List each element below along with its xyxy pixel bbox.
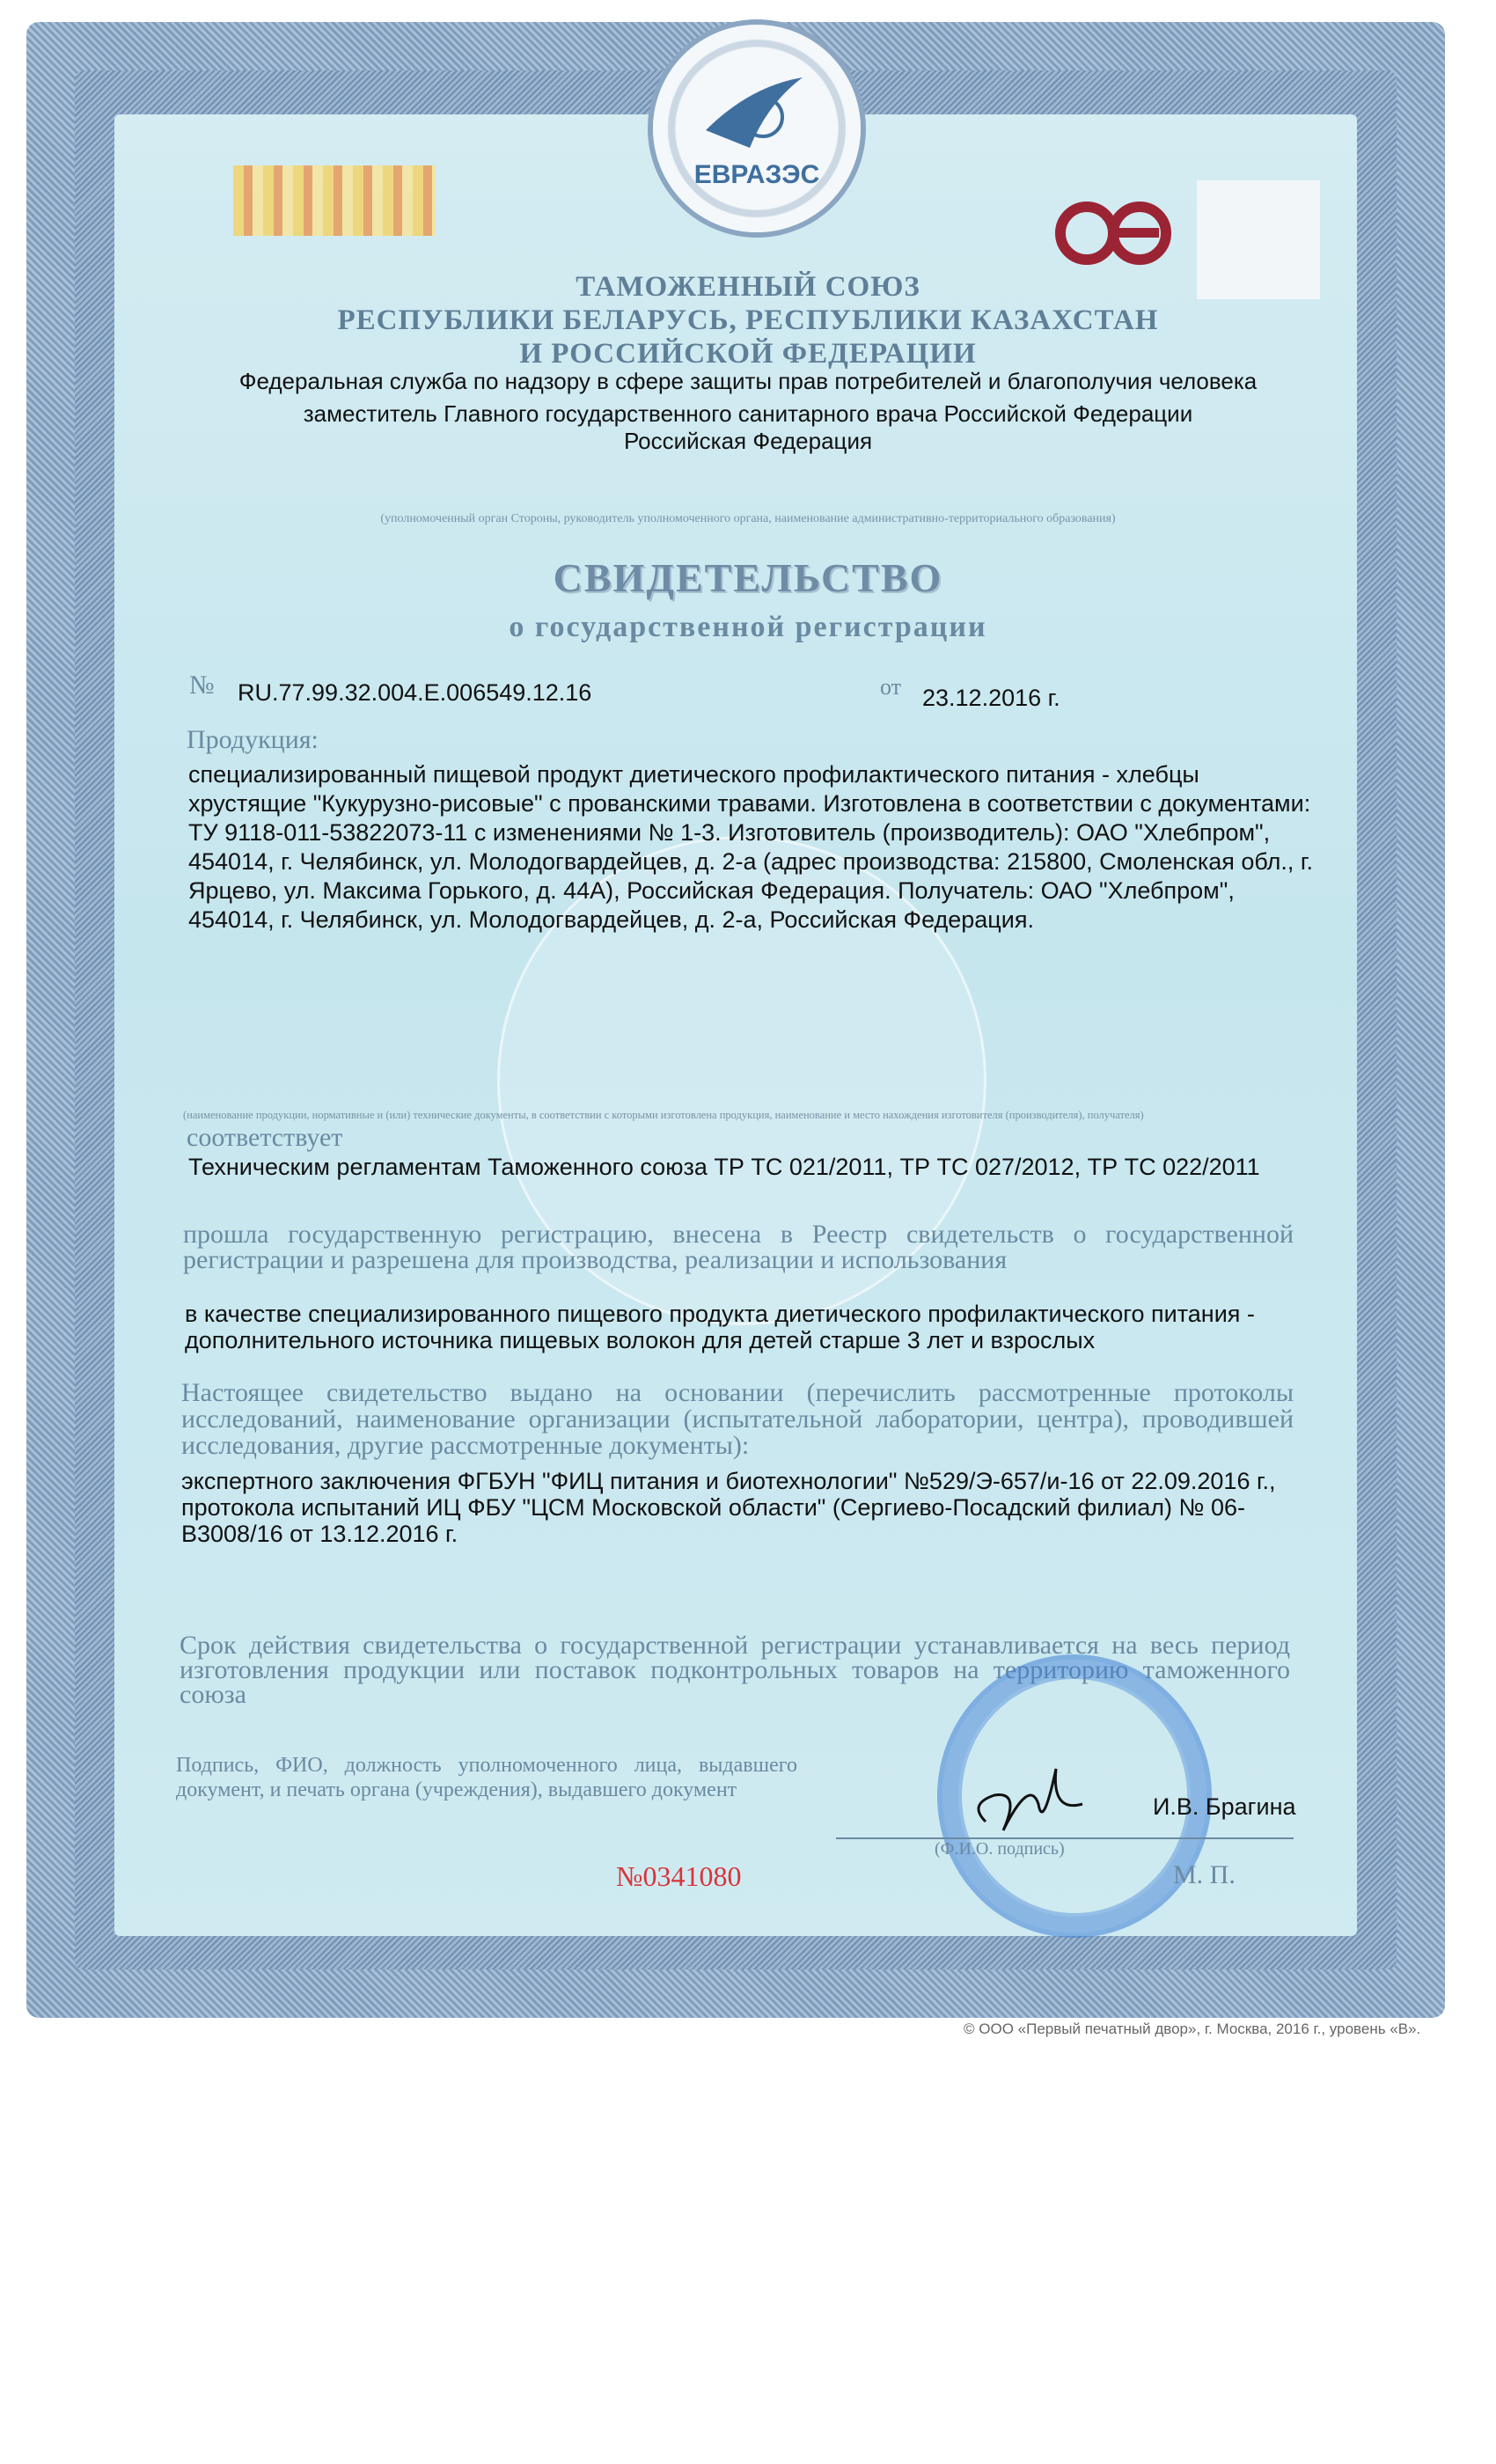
certificate-title: СВИДЕТЕЛЬСТВО [553,555,943,600]
header-line-1: ТАМОЖЕННЫЙ СОЮЗ [576,271,920,303]
serial-number: №0341080 [616,1860,742,1892]
stamp-place-label: М. П. [1173,1860,1236,1889]
conformity-mark-icon [1052,198,1179,273]
authority-line-2: заместитель Главного государственного санитарного врача Российской Федерации [303,400,1193,427]
product-caption: (наименование продукции, нормативные и (или) технические документы, в соответствии с которыми изготовлена продукция, наименование и место нахождения изготовителя (производителя), получателя) [183,1109,1144,1121]
conformity-label: соответствует [187,1123,343,1152]
svg-text:ЕВРАЗЭС: ЕВРАЗЭС [693,160,820,189]
signature-label: Подпись, ФИО, должность уполномоченного лица, выдавшего документ, и печать органа (учреждения), выдавшего документ [176,1754,797,1801]
authority-line-1: Федеральная служба по надзору в сфере защиты прав потребителей и благополучия человека [238,368,1258,394]
signature-line [836,1837,1294,1839]
header-line-2: РЕСПУБЛИКИ БЕЛАРУСЬ, РЕСПУБЛИКИ КАЗАХСТАН [337,304,1159,336]
header-line-3: И РОССИЙСКОЙ ФЕДЕРАЦИИ [519,338,977,370]
printer-footer: © ООО «Первый печатный двор», г. Москва, 2016 г., уровень «В». [964,2020,1421,2037]
date-label: от [880,674,902,700]
validity-text: Срок действия свидетельства о государственной регистрации устанавливается на весь период изготовления продукции или поставок подконтрольных товаров на территорию таможенного союза [180,1631,1290,1709]
product-text: специализированный пищевой продукт диетического профилактического питания - хлебцы хрустящие "Кукурузно-рисовые" с прованскими травами. Изготовлена в соответствии с документами: ТУ 9118-011-53822073-11 с изменениями № 1-3. Изготовитель (производитель): ОАО "Хлебпром", 454014, г. Челябинск, ул. Молодогвардейцев, д. 2-а (адрес производства: 215800, Смоленская обл., г. Ярцево, ул. Максима Горького, д. 44А), Российская Федерация. Получатель: ОАО "Хлебпром", 454014, г. Челябинск, ул. Молодогвардейцев, д. 2-а, Российская Федерация. [188,761,1313,933]
authority-caption: (уполномоченный орган Стороны, руководитель уполномоченного органа, наименование административно-территориального образования) [380,512,1116,525]
registration-date: 23.12.2016 г. [922,685,1060,711]
basis-label: Настоящее свидетельство выдано на основании (перечислить рассмотренные протоколы исследований, наименование организации (испытательной лаборатории, центра), проводившей исследования, другие рассмотренные документы): [181,1378,1294,1460]
usage-text: в качестве специализированного пищевого продукта диетического профилактического питания - дополнительного источника пищевых волокон для детей старше 3 лет и взрослых [185,1301,1255,1353]
certificate-subtitle: о государственной регистрации [509,611,987,643]
basis-text: экспертного заключения ФГБУН "ФИЦ питания и биотехнологии" №529/Э-657/и-16 от 22.09.2016 г., протокола испытаний ИЦ ФБУ "ЦСМ Московской области" (Сергиево-Посадский филиал) № 06-В3008/16 от 13.12.2016 г. [181,1468,1276,1547]
usage-label: прошла государственную регистрацию, внесена в Реестр свидетельств о государственной регистрации и разрешена для производства, реализации и использования [183,1220,1294,1274]
registration-number: RU.77.99.32.004.E.006549.12.16 [238,679,592,706]
conformity-text: Техническим регламентам Таможенного союза ТР ТС 021/2011, ТР ТС 027/2012, ТР ТС 022/2011 [188,1154,1260,1180]
signatory-name: И.В. Брагина [1153,1793,1296,1820]
signature-caption: (Ф.И.О. подпись) [935,1839,1065,1859]
eurasec-logo [653,25,861,232]
hologram [233,165,436,236]
product-label: Продукция: [187,725,319,754]
authority-line-3: Российская Федерация [623,428,873,454]
number-label: № [189,671,215,700]
eurasec-emblem-icon [653,25,861,232]
